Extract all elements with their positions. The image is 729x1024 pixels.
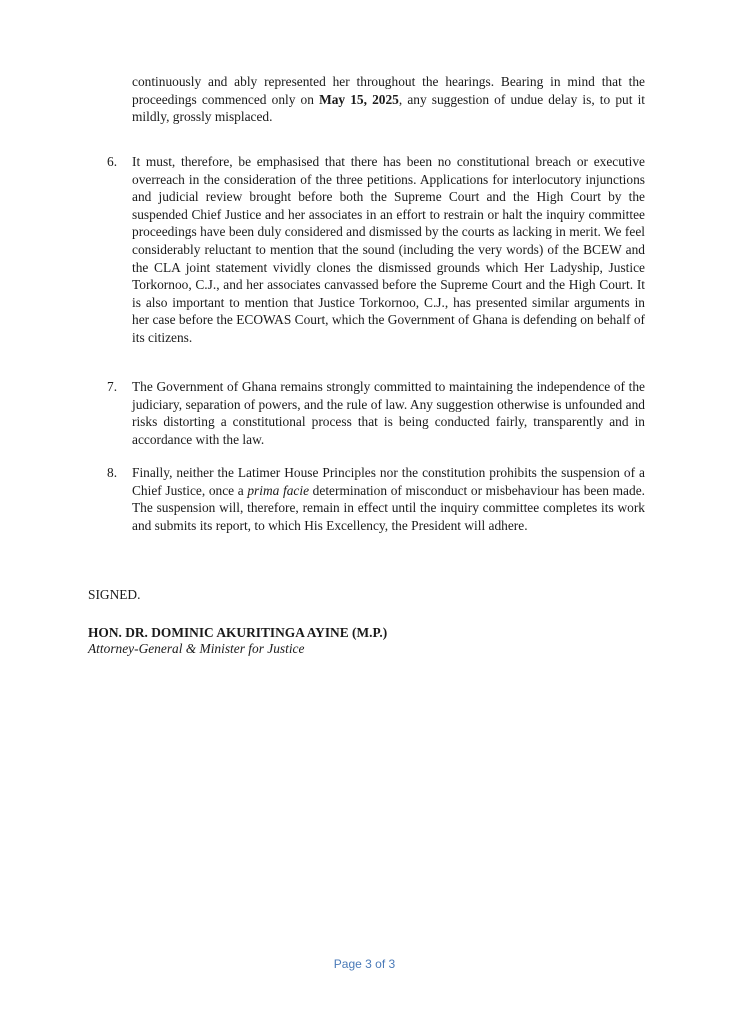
item-text: It must, therefore, be emphasised that there has been no constitutional breach or executive overreach in the consideration of the three petitions. Applications for interlocutory injunctions and judicial review brought before both the Supreme Court and the High Court by the suspended Chief Justice and her associates in an effort to restrain or halt the inquiry committee proceedings have been duly considered and dismissed by the courts as lacking in merit. We feel considerably reluctant to mention that the sound (including the very words) of the BCEW and the CLA joint statement vividly clones the dismissed grounds which Her Ladyship, Justice Torkornoo, C.J., and her associates canvassed before the Supreme Court and the High Court. It is also important to mention that Justice Torkornoo, C.J., has presented similar arguments in her case before the ECOWAS Court, which the Government of Ghana is defending on behalf of its citizens. bbox=[132, 154, 645, 345]
item-text bbox=[132, 464, 645, 534]
item-number: 6. bbox=[107, 154, 118, 169]
signatory-name: HON. DR. DOMINIC AKURITINGA AYINE (M.P.) bbox=[88, 625, 388, 640]
signatory-title: Attorney-General & Minister for Justice bbox=[88, 641, 305, 656]
item-text-before: Finally, neither the Latimer House Principles nor the constitution prohibits the suspension of a Chief Justice, once a bbox=[132, 465, 645, 498]
item-number: 7. bbox=[107, 379, 118, 394]
item-text: The Government of Ghana remains strongly committed to maintaining the independence of the judiciary, separation of powers, and the rule of law. Any suggestion otherwise is unfounded and risks distorting a constitutional process that is being conducted fairly, transparently and in accordance with the law. bbox=[132, 379, 645, 447]
continuation-text-1: continuously and ably represented her throughout the hearings. Bearing in mind that the proceedings commenced only on bbox=[132, 74, 645, 107]
continuation-paragraph bbox=[132, 73, 645, 126]
item-text-italic: prima facie bbox=[247, 482, 310, 498]
item-text-after: determination of misconduct or misbehaviour has been made. The suspension will, therefore, remain in effect until the inquiry committee completes its work and submits its report, to which His Excellency, the President will adhere. bbox=[132, 482, 645, 533]
item-number: 8. bbox=[107, 465, 118, 480]
page-number: Page 3 of 3 bbox=[333, 957, 396, 971]
commencement-date: May 15, 2025 bbox=[319, 91, 399, 107]
continuation-text-2: , any suggestion of undue delay is, to put it mildly, grossly misplaced. bbox=[132, 91, 646, 125]
signed-label: SIGNED. bbox=[88, 587, 141, 602]
